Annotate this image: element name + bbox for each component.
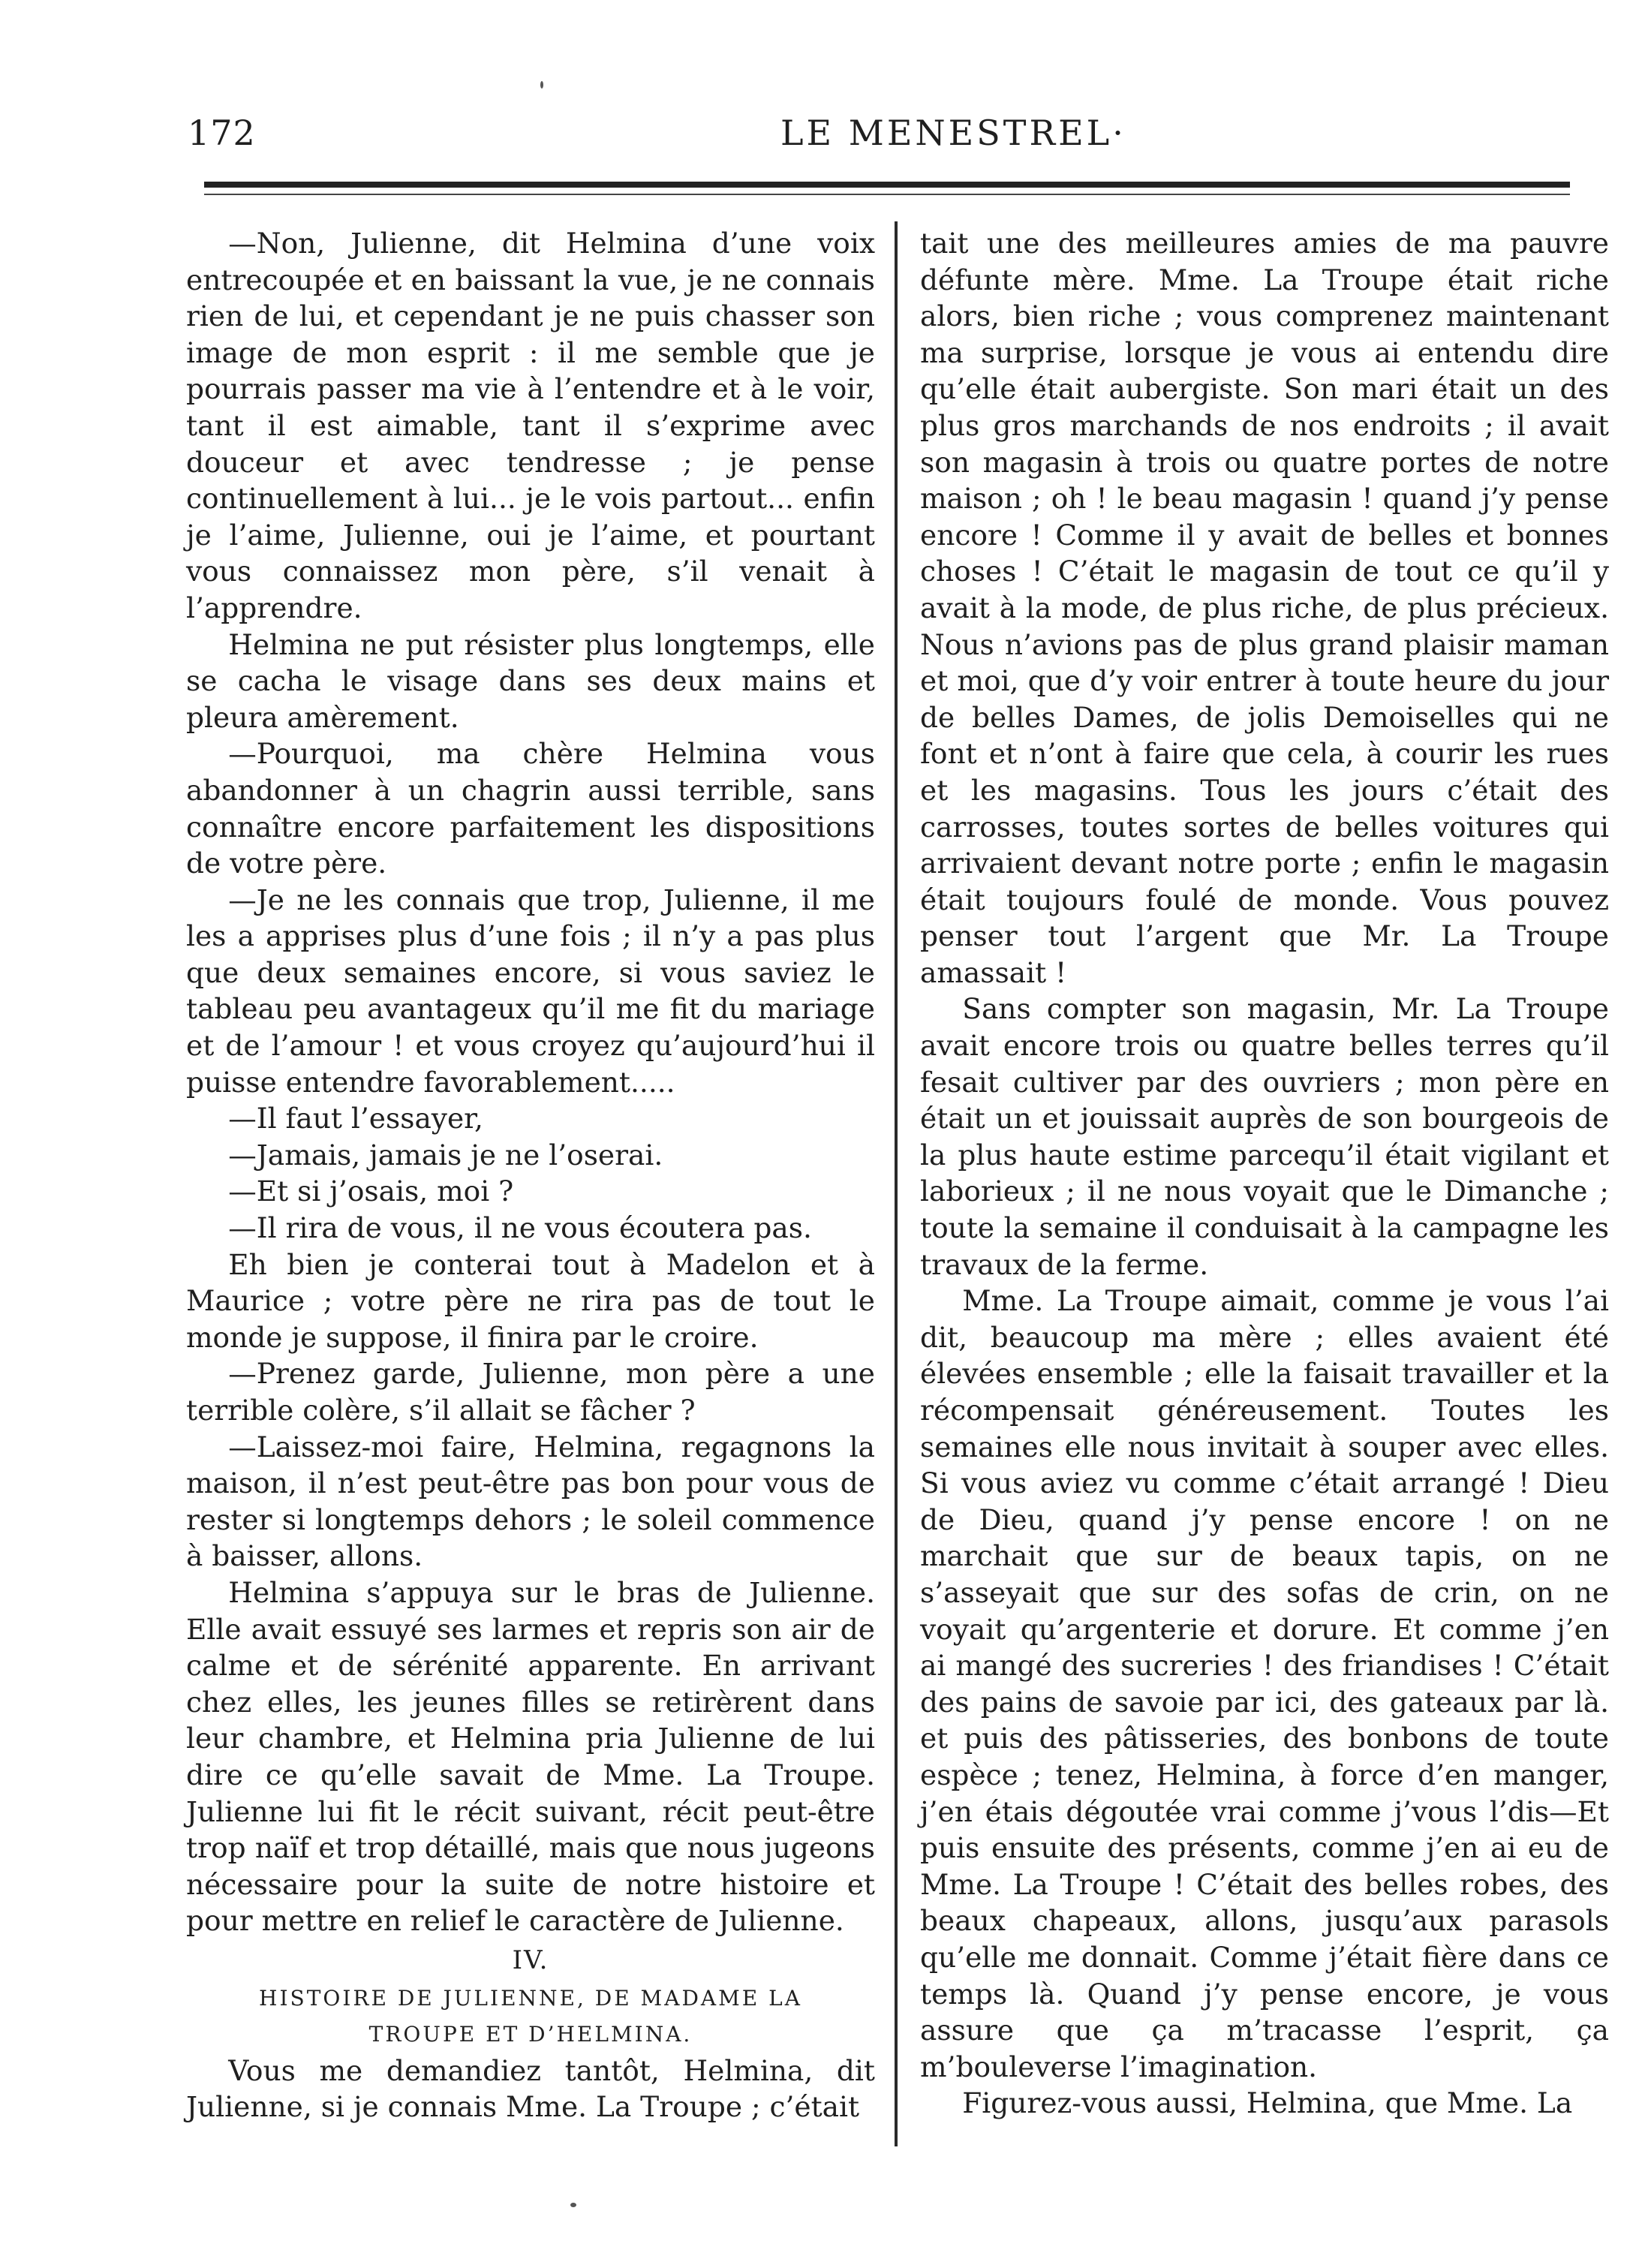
ink-speck	[570, 2203, 576, 2207]
right-column	[920, 225, 1609, 2122]
paragraph: —Prenez garde, Julienne, mon père a une terrible colère, s’il allait se fâcher ?	[186, 1357, 875, 1427]
paragraph: —Il rira de vous, il ne vous écoutera pas.	[228, 1211, 812, 1245]
column-divider	[895, 221, 898, 2146]
left-column	[186, 225, 875, 2125]
paragraph: tait une des meilleures amies de ma pauvre défunte mère. Mme. La Troupe était riche alors, bien riche ; vous comprenez maintenant ma surprise, lorsque je vous ai entendu dire qu’elle était aubergiste. Son mari était un des plus gros marchands de nos endroits ; il avait son magasin à trois ou quatre portes de notre maison ; oh ! le beau magasin ! quand j’y pense encore ! Comme il y avait de belles et bonnes choses ! C’était le magasin de tout ce qu’il y avait à la mode, de plus riche, de plus précieux. Nous n’avions pas de plus grand plaisir maman et moi, que d’y voir entrer à toute heure du jour de belles Dames, de jolis Demoiselles qui ne font et n’ont à faire que cela, à courir les rues et les magasins. Tous les jours c’était des carrosses, toutes sortes de belles voitures qui arrivaient devant notre porte ; enfin le magasin était toujours foulé de monde. Vous pouvez penser tout l’argent que Mr. La Troupe amassait !	[920, 227, 1609, 989]
paragraph: Figurez-vous aussi, Helmina, que Mme. La	[962, 2086, 1573, 2120]
paragraph: Vous me demandiez tantôt, Helmina, dit Julienne, si je connais Mme. La Troupe ; c’était	[186, 2053, 875, 2124]
paragraph: —Et si j’osais, moi ?	[228, 1175, 514, 1208]
paragraph: Eh bien je conterai tout à Madelon et à Maurice ; votre père ne rira pas de tout le monde je suppose, il finira par le croire.	[186, 1247, 875, 1354]
paragraph: —Je ne les connais que trop, Julienne, il me les a apprises plus d’une fois ; il n’y a pas plus que deux semaines encore, si vous saviez le tableau peu avantageux qu’il me fit du mariage et de l’amour ! et vous croyez qu’aujourd’hui il puisse entendre favorablement.....	[186, 883, 875, 1099]
paragraph: Mme. La Troupe aimait, comme je vous l’ai dit, beaucoup ma mère ; elles avaient été élevées ensemble ; elle la faisait travailler et la récompensait généreusement. Toutes les semaines elle nous invitait à souper avec elles. Si vous aviez vu comme c’était arrangé ! Dieu de Dieu, quand j’y pense encore ! on ne marchait que sur de beaux tapis, on ne s’asseyait que sur des sofas de crin, on ne voyait qu’argenterie et dorure. Et comme j’en ai mangé des sucreries ! des friandises ! C’était des pains de savoie par ici, des gateaux par là. et puis des pâtisseries, des bonbons de toute espèce ; tenez, Helmina, à force d’en manger, j’en étais dégoutée vrai comme j’vous l’dis—Et puis ensuite des présents, comme j’en ai eu de Mme. La Troupe ! C’était des belles robes, des beaux chapeaux, allons, jusqu’aux parasols qu’elle me donnait. Comme j’était fière dans ce temps là. Quand j’y pense encore, je vous assure que ça m’tracasse l’esprit, ça m’bouleverse l’imagination.	[920, 1284, 1609, 2083]
paragraph: —Pourquoi, ma chère Helmina vous abandonner à un chagrin aussi terrible, sans connaître encore parfaitement les dispositions de votre père.	[186, 737, 875, 880]
section-title-line-2: TROUPE ET D’HELMINA.	[368, 2021, 693, 2047]
section-title-line-1: HISTOIRE DE JULIENNE, DE MADAME LA	[259, 1985, 802, 2011]
paragraph: —Jamais, jamais je ne l’oserai.	[228, 1138, 663, 1172]
header-rule-thin	[204, 194, 1570, 195]
ink-speck	[540, 81, 543, 89]
paragraph: Sans compter son magasin, Mr. La Troupe avait encore trois ou quatre belles terres qu’il fesait cultiver par des ouvriers ; mon père en était un et jouissait auprès de son bourgeois de la plus haute estime parcequ’il était vigilant et laborieux ; il ne nous voyait que le Dimanche ; toute la semaine il conduisait à la campagne les travaux de la ferme.	[920, 992, 1609, 1281]
paragraph: —Laissez-moi faire, Helmina, regagnons la maison, il n’est peut-être pas bon pour vous de rester si longtemps dehors ; le soleil commence à baisser, allons.	[186, 1430, 875, 1573]
paragraph: Helmina s’appuya sur le bras de Julienne. Elle avait essuyé ses larmes et repris son air de calme et de sérénité apparente. En arrivant chez elles, les jeunes filles se retirèrent dans leur chambre, et Helmina pria Julienne de lui dire ce qu’elle savait de Mme. La Troupe. Julienne lui fit le récit suivant, récit peut-être trop naïf et trop détaillé, mais que nous jugeons nécessaire pour la suite de notre histoire et pour mettre en relief le caractère de Julienne.	[186, 1575, 875, 1938]
page-number: 172	[188, 113, 256, 153]
paragraph: —Il faut l’essayer,	[228, 1102, 483, 1136]
running-title: LE MENESTREL·	[780, 113, 1126, 153]
paragraph: —Non, Julienne, dit Helmina d’une voix entrecoupée et en baissant la vue, je ne connais rien de lui, et cependant je ne puis chasser son image de mon esprit : il me semble que je pourrais passer ma vie à l’entendre et à le voir, tant il est aimable, tant il s’exprime avec douceur et avec tendresse ; je pense continuellement à lui... je le vois partout... enfin je l’aime, Julienne, oui je l’aime, et pourtant vous connaissez mon père, s’il venait à l’apprendre.	[186, 227, 875, 624]
section-number: IV.	[512, 1945, 549, 1975]
header-rule-thick	[204, 182, 1570, 188]
paragraph: Helmina ne put résister plus longtemps, elle se cacha le visage dans ses deux mains et pleura amèrement.	[186, 627, 875, 734]
